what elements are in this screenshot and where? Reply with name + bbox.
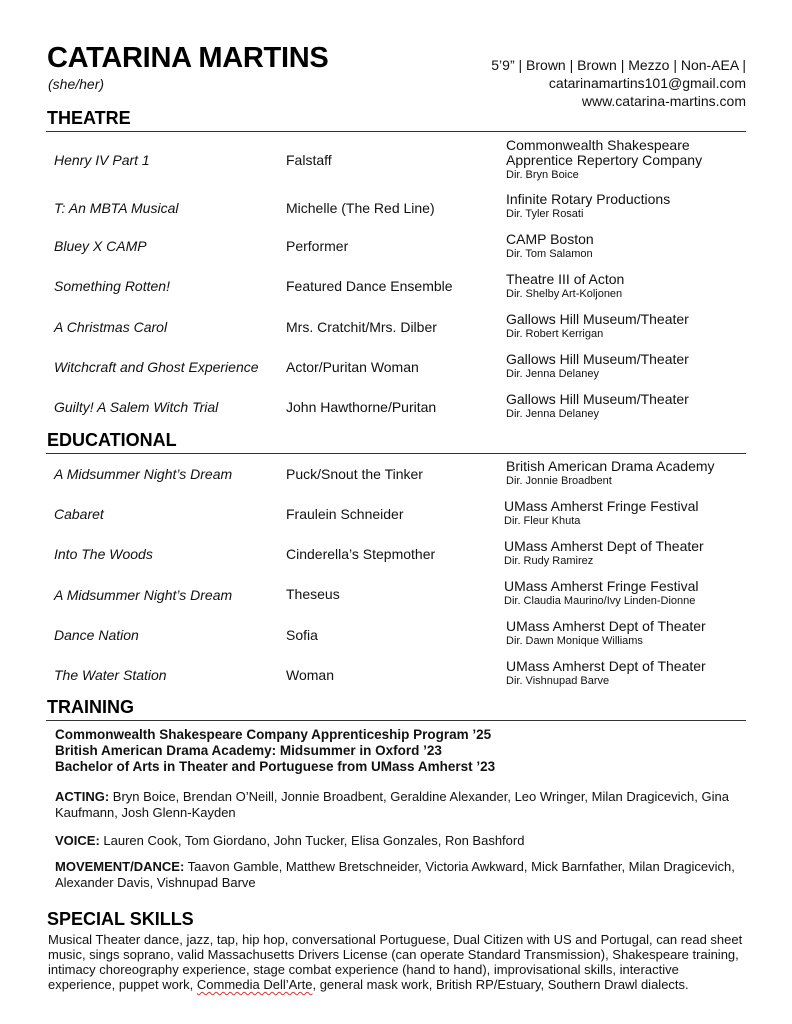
voice-list: Lauren Cook, Tom Giordano, John Tucker, Elisa Gonzales, Ron Bashford	[99, 833, 525, 848]
role-name: Falstaff	[286, 152, 332, 168]
venue	[506, 459, 715, 488]
director: Dir. Tom Salamon	[506, 248, 593, 260]
show-title: T: An MBTA Musical	[54, 200, 179, 216]
role-name: Fraulein Schneider	[286, 506, 404, 522]
venue	[504, 499, 699, 528]
section-divider	[46, 131, 746, 132]
director: Dir. Tyler Rosati	[506, 208, 584, 220]
movement-label: MOVEMENT/DANCE:	[55, 859, 185, 874]
venue	[506, 619, 706, 648]
website-link[interactable]: www.catarina-martins.com	[581, 93, 746, 109]
show-title: Guilty! A Salem Witch Trial	[54, 399, 219, 415]
venue-line: Apprentice Repertory Company	[506, 152, 703, 168]
skills-part: Musical Theater dance, jazz, tap, hip hop, conversational Portuguese, Dual Citizen with US and Portugal, can read sheet music, sings soprano, valid Massachusetts Drivers License (can operate Standard Transmission), Shakespeare training, intimacy choreography experience, stage combat experience (hand to hand), improvisational skills, interactive experience, puppet work,	[48, 932, 743, 992]
training-program: Commonwealth Shakespeare Company Apprenticeship Program ’25	[55, 727, 492, 742]
director: Dir. Dawn Monique Williams	[506, 635, 643, 647]
venue	[506, 659, 706, 688]
role-name: Featured Dance Ensemble	[286, 278, 453, 294]
show-title: A Midsummer Night’s Dream	[54, 587, 233, 603]
role-name: Puck/Snout the Tinker	[286, 466, 423, 482]
venue	[504, 579, 699, 608]
role-name: Actor/Puritan Woman	[286, 359, 419, 375]
movement-list: Taavon Gamble, Matthew Bretschneider, Victoria Awkward, Mick Barnfather, Milan Dragicevich, Alexander Davis, Vishnupad Barve	[55, 859, 735, 890]
acting-label: ACTING:	[55, 789, 110, 804]
physical-stats: 5’9” | Brown | Brown | Mezzo | Non-AEA |	[491, 57, 746, 73]
venue	[506, 232, 594, 261]
section-title-educational: EDUCATIONAL	[47, 430, 177, 450]
show-title: A Midsummer Night’s Dream	[54, 466, 233, 482]
venue-name: UMass Amherst Dept of Theater	[506, 618, 706, 634]
section-title-skills: SPECIAL SKILLS	[47, 909, 194, 929]
role-name: Mrs. Cratchit/Mrs. Dilber	[286, 319, 437, 335]
actor-name: CATARINA MARTINS	[47, 42, 329, 74]
director: Dir. Claudia Maurino/Ivy Linden-Dionne	[504, 595, 696, 607]
skills-text	[48, 932, 748, 992]
acting-teachers	[55, 789, 745, 821]
training-program: British American Drama Academy: Midsummer in Oxford ’23	[55, 743, 442, 758]
venue	[506, 312, 689, 341]
show-title: A Christmas Carol	[54, 319, 168, 335]
venue-name: Infinite Rotary Productions	[506, 191, 671, 207]
director: Dir. Jenna Delaney	[506, 368, 599, 380]
role-name: Michelle (The Red Line)	[286, 200, 435, 216]
show-title: Dance Nation	[54, 627, 139, 643]
voice-label: VOICE:	[55, 833, 100, 848]
pronouns: (she/her)	[48, 76, 105, 92]
contact-block	[491, 56, 746, 110]
role-name: Theseus	[286, 586, 340, 602]
section-divider	[46, 720, 746, 721]
show-title: The Water Station	[54, 667, 167, 683]
show-title: Bluey X CAMP	[54, 238, 147, 254]
director: Dir. Shelby Art-Koljonen	[506, 288, 623, 300]
section-divider	[46, 453, 746, 454]
venue-name: CAMP Boston	[506, 231, 594, 247]
venue-name: British American Drama Academy	[506, 458, 715, 474]
venue-name: Theatre III of Acton	[506, 271, 625, 287]
venue-name: Gallows Hill Museum/Theater	[506, 351, 689, 367]
skills-part: , general mask work, British RP/Estuary, Southern Drawl dialects.	[312, 977, 689, 992]
venue	[506, 392, 689, 421]
director: Dir. Jonnie Broadbent	[506, 475, 612, 487]
show-title: Henry IV Part 1	[54, 152, 150, 168]
venue-name: UMass Amherst Dept of Theater	[506, 658, 706, 674]
role-name: Cinderella’s Stepmother	[286, 546, 436, 562]
venue	[506, 272, 624, 301]
director: Dir. Robert Kerrigan	[506, 328, 604, 340]
show-title: Into The Woods	[54, 546, 153, 562]
venue-name: Gallows Hill Museum/Theater	[506, 311, 689, 327]
director: Dir. Fleur Khuta	[504, 515, 581, 527]
venue	[506, 138, 702, 182]
training-program: Bachelor of Arts in Theater and Portuguese from UMass Amherst ’23	[55, 759, 496, 774]
voice-teachers	[55, 833, 745, 849]
venue	[506, 192, 670, 221]
show-title: Something Rotten!	[54, 278, 170, 294]
venue-name: UMass Amherst Fringe Festival	[504, 498, 699, 514]
role-name: Woman	[286, 667, 334, 683]
venue	[506, 352, 689, 381]
show-title: Cabaret	[54, 506, 104, 522]
director: Dir. Bryn Boice	[506, 169, 579, 181]
spellcheck-flagged-text: Commedia Dell’Arte	[196, 977, 313, 992]
section-title-theatre: THEATRE	[47, 108, 131, 128]
email-address[interactable]: catarinamartins101@gmail.com	[548, 75, 746, 91]
director: Dir. Jenna Delaney	[506, 408, 599, 420]
venue-name: Gallows Hill Museum/Theater	[506, 391, 689, 407]
director: Dir. Vishnupad Barve	[506, 675, 610, 687]
acting-list: Bryn Boice, Brendan O’Neill, Jonnie Broadbent, Geraldine Alexander, Leo Wringer, Milan Dragicevich, Gina Kaufmann, Josh Glenn-Kayden	[55, 789, 729, 820]
venue-name: UMass Amherst Fringe Festival	[504, 578, 699, 594]
training-programs	[55, 727, 495, 775]
role-name: Performer	[286, 238, 349, 254]
venue-name: UMass Amherst Dept of Theater	[504, 538, 704, 554]
venue	[504, 539, 704, 568]
director: Dir. Rudy Ramirez	[504, 555, 594, 567]
role-name: Sofia	[286, 627, 318, 643]
section-title-training: TRAINING	[47, 697, 134, 717]
show-title: Witchcraft and Ghost Experience	[54, 359, 259, 375]
movement-teachers	[55, 859, 745, 891]
role-name: John Hawthorne/Puritan	[286, 399, 437, 415]
venue-line: Commonwealth Shakespeare	[506, 137, 690, 153]
